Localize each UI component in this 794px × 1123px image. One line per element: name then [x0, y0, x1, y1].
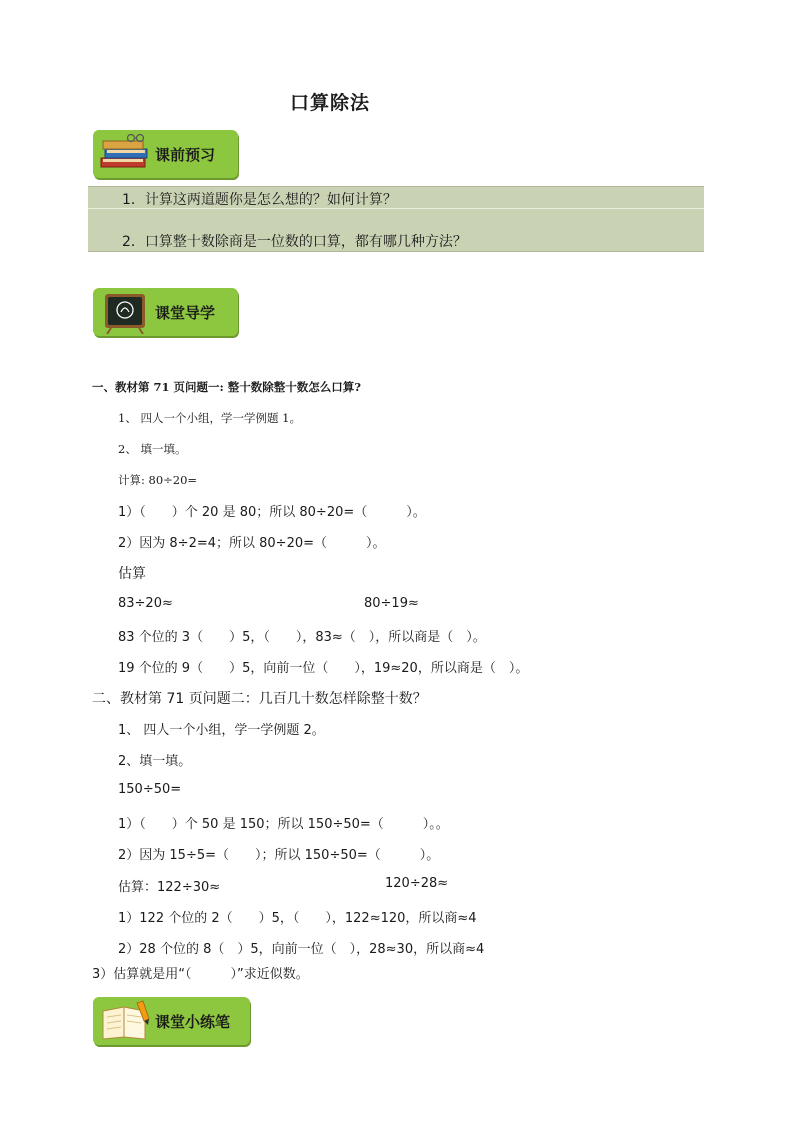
preview-questions-box	[88, 186, 704, 252]
part1-est-line1: 83 个位的 3（ ）5，（ ），83≈（ ），所以商是（ ）。	[118, 630, 486, 645]
books-icon	[97, 131, 153, 177]
part1-heading: 一、教材第 71 页问题一: 整十数除整十数怎么口算?	[92, 380, 361, 394]
section-banner-preview	[93, 130, 238, 178]
part2-est-line1: 1）122 个位的 2（ ）5，（ ），122≈120，所以商≈4	[118, 911, 477, 926]
section-label: 课前预习	[155, 145, 216, 164]
part2-calc: 150÷50=	[118, 782, 182, 797]
part1-calc: 计算: 80÷20=	[118, 473, 198, 487]
part2-est-line2: 2）28 个位的 8（ ）5，向前一位（ ），28≈30，所以商≈4	[118, 942, 485, 957]
part2-step2: 2、填一填。	[118, 754, 192, 769]
part2-fill2: 2）因为 15÷5=（ ）；所以 150÷50=（ ）。	[118, 848, 440, 863]
section-banner-practice	[93, 997, 250, 1045]
part1-est-b: 80÷19≈	[364, 596, 419, 611]
part2-note: 3）估算就是用“（ ）”求近似数。	[92, 967, 309, 982]
part2-est-b: 120÷28≈	[385, 876, 449, 891]
part1-est-line2: 19 个位的 9（ ）5，向前一位（ ），19≈20，所以商是（ ）。	[118, 661, 529, 676]
blackboard-icon	[97, 289, 153, 335]
part1-fill2: 2）因为 8÷2=4；所以 80÷20=（ ）。	[118, 536, 386, 551]
part1-estimate-label: 估算	[118, 566, 146, 582]
preview-question: 1．计算这两道题你是怎么想的？如何计算？	[122, 192, 397, 208]
section-label: 课堂小练笔	[155, 1012, 231, 1031]
page-title: 口算除法	[289, 92, 370, 114]
section-label: 课堂导学	[155, 303, 216, 322]
part2-fill1: 1）（ ）个 50 是 150；所以 150÷50=（ ）。。	[118, 817, 449, 832]
part1-step1: 1、 四人一个小组，学一学例题 1。	[118, 411, 301, 425]
part1-est-a: 83÷20≈	[118, 596, 173, 611]
part1-step2: 2、 填一填。	[118, 442, 187, 456]
part2-est-a: 估算：122÷30≈	[118, 880, 221, 895]
section-banner-guide	[93, 288, 238, 336]
preview-question: 2．口算整十数除商是一位数的口算，都有哪几种方法？	[122, 234, 467, 250]
notebook-pencil-icon	[97, 998, 153, 1044]
part2-heading: 二、教材第 71 页问题二：几百几十数怎样除整十数？	[92, 691, 427, 707]
part2-step1: 1、 四人一个小组，学一学例题 2。	[118, 723, 325, 738]
part1-fill1: 1）（ ）个 20 是 80；所以 80÷20=（ ）。	[118, 505, 426, 520]
